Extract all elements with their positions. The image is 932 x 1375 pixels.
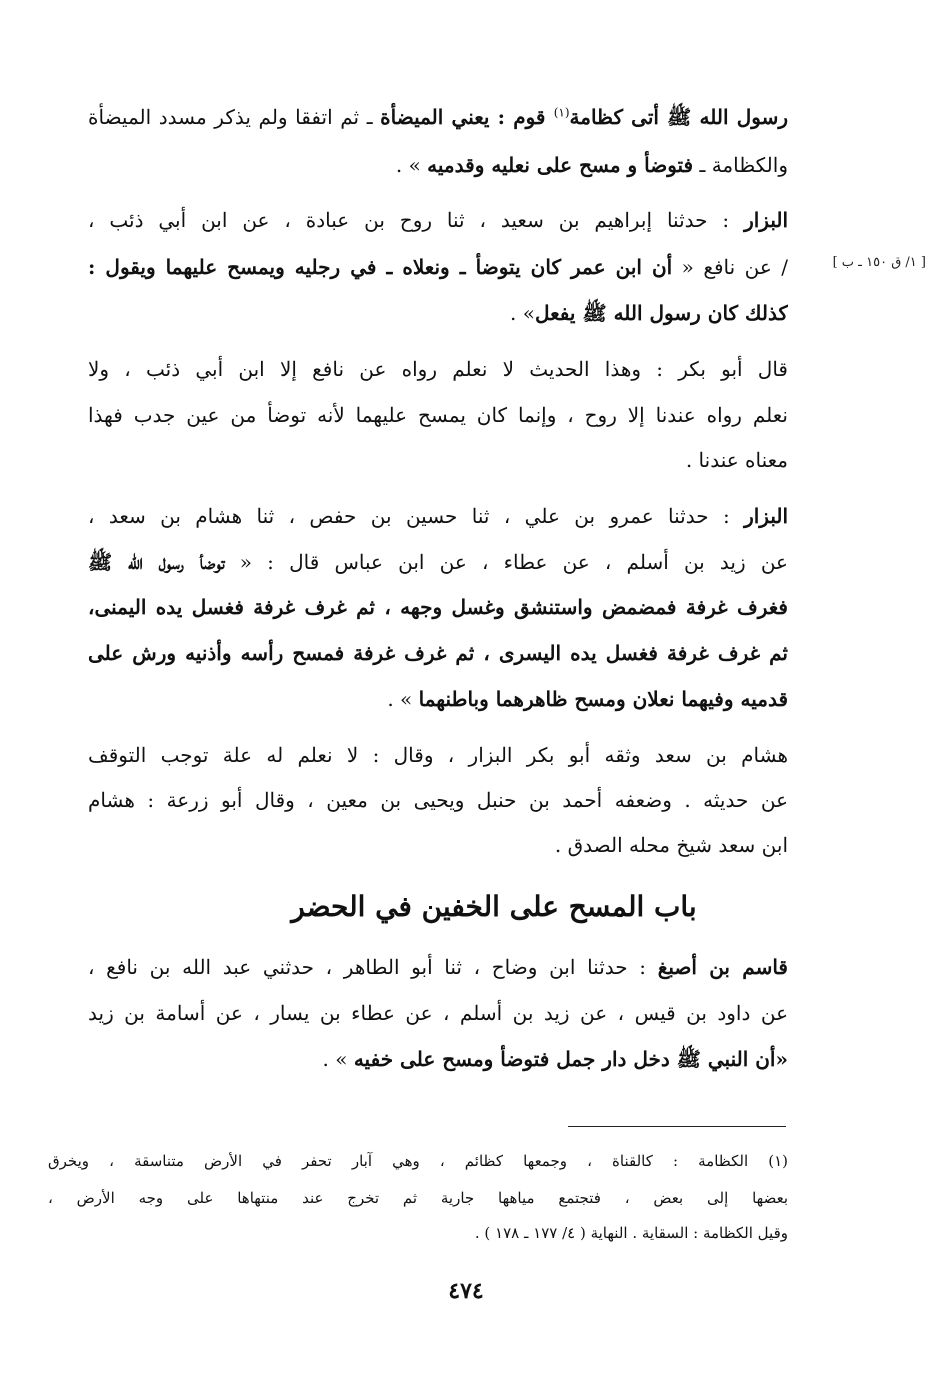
footnote-line (48, 1185, 788, 1212)
text-line (88, 636, 788, 670)
text-line (88, 545, 788, 579)
hadith-text: أن ابن عمر كان يتوضأ ـ ونعلاه ـ في رجليه ويمسح عليهما ويقول : (88, 255, 673, 279)
footnote-text: بعضها إلى بعض ، فتجتمع مياهها جارية ثم تخرج عند منتهاها على وجه الأرض ، (48, 1189, 788, 1207)
text-line (88, 950, 788, 984)
footnote-marker: (١) (553, 105, 570, 120)
text-line (88, 352, 788, 386)
chapter-heading: باب المسح على الخفين في الحضر (291, 890, 697, 923)
isnad-text: : حدثنا إبراهيم بن سعيد ، ثنا روح بن عبادة ، عن ابن أبي ذئب ، (88, 208, 745, 232)
footnote-line (48, 1220, 788, 1247)
narrator-name: قاسم بن أصبغ (657, 955, 788, 979)
text-line (88, 296, 788, 330)
hadith-text: كذلك كان رسول الله ﷺ يفعل (535, 301, 788, 325)
footnote-text: وقيل الكظامة : السقاية . النهاية ( ٤/ ١٧٧ ـ ١٧٨ ) . (474, 1224, 788, 1242)
hadith-text: توضأ رسول الله ﷺ (88, 550, 225, 574)
text-line (88, 996, 788, 1030)
narration-text: » . (387, 687, 419, 711)
footnote-text: (١) الكظامة : كالقناة ، وجمعها كظائم ، وهي آبار تحفر في الأرض متناسقة ، ويخرق (48, 1152, 788, 1170)
text-line (88, 203, 788, 237)
isnad-text: عن زيد بن أسلم ، عن عطاء ، عن ابن عباس قال : « (224, 550, 788, 574)
page-number: ٤٧٤ (448, 1278, 484, 1304)
narration-text: » . (322, 1047, 354, 1071)
isnad-text: : حدثنا عمرو بن علي ، ثنا حسين بن حفص ، ثنا هشام بن سعد ، (88, 504, 745, 528)
narration-text: » . (510, 301, 535, 325)
hadith-text: «أن النبي ﷺ دخل دار جمل فتوضأ ومسح على خفيه (353, 1047, 788, 1071)
narrator-name: البزار (744, 208, 788, 232)
text-line (88, 398, 788, 432)
hadith-text: رسول الله ﷺ أتى كظامة (569, 105, 788, 129)
narration-text: والكظامة ـ (693, 153, 788, 177)
isnad-text: : حدثنا ابن وضاح ، ثنا أبو الطاهر ، حدثني عبد الله بن نافع ، (88, 955, 658, 979)
text-line (88, 828, 788, 862)
isnad-text: / عن نافع « (672, 255, 788, 279)
text-line (88, 783, 788, 817)
text-line (88, 590, 788, 624)
text-line (88, 148, 788, 182)
commentary-text: عن حديثه . وضعفه أحمد بن حنبل ويحيى بن معين ، وقال أبو زرعة : هشام (88, 788, 788, 812)
text-line (88, 250, 788, 284)
hadith-text: فتوضأ و مسح على نعليه وقدميه (427, 153, 694, 177)
narration-text: » . (395, 153, 428, 177)
commentary-text: هشام بن سعد وثقه أبو بكر البزار ، وقال : لا نعلم له علة توجب التوقف (88, 743, 788, 767)
commentary-text: ابن سعد شيخ محله الصدق . (554, 833, 788, 857)
isnad-text: عن داود بن قيس ، عن زيد بن أسلم ، عن عطاء بن يسار ، عن أسامة بن زيد (88, 1001, 788, 1025)
narrator-name: البزار (744, 504, 788, 528)
hadith-text: فغرف غرفة فمضمض واستنشق وغسل وجهه ، ثم غرف غرفة فغسل يده اليمنى، (88, 595, 788, 619)
footnote-line (48, 1148, 788, 1175)
commentary-text: قال أبو بكر : وهذا الحديث لا نعلم رواه عن نافع إلا ابن أبي ذئب ، ولا (88, 357, 788, 381)
text-line (88, 1042, 788, 1076)
text-line (88, 100, 788, 134)
commentary-text: نعلم رواه عندنا إلا روح ، وإنما كان يمسح عليهما لأنه توضأ من عين جدب فهذا (88, 403, 788, 427)
manuscript-folio-reference: [ ١/ ق ١٥٠ ـ ب ] (832, 255, 926, 270)
text-line (88, 682, 788, 716)
text-line (88, 738, 788, 772)
hadith-text: ثم غرف غرفة فغسل يده اليسرى ، ثم غرف غرفة فمسح رأسه وأذنيه ورش على (88, 641, 788, 665)
hadith-text: قوم : يعني الميضأة (380, 105, 554, 129)
footnote-separator (568, 1126, 786, 1127)
commentary-text: معناه عندنا . (685, 448, 788, 472)
narration-text: ـ ثم اتفقا ولم يذكر مسدد الميضأة (88, 105, 381, 129)
text-line (88, 443, 788, 477)
text-line (88, 499, 788, 533)
hadith-text: قدميه وفيهما نعلان ومسح ظاهرهما وباطنهما (418, 687, 788, 711)
